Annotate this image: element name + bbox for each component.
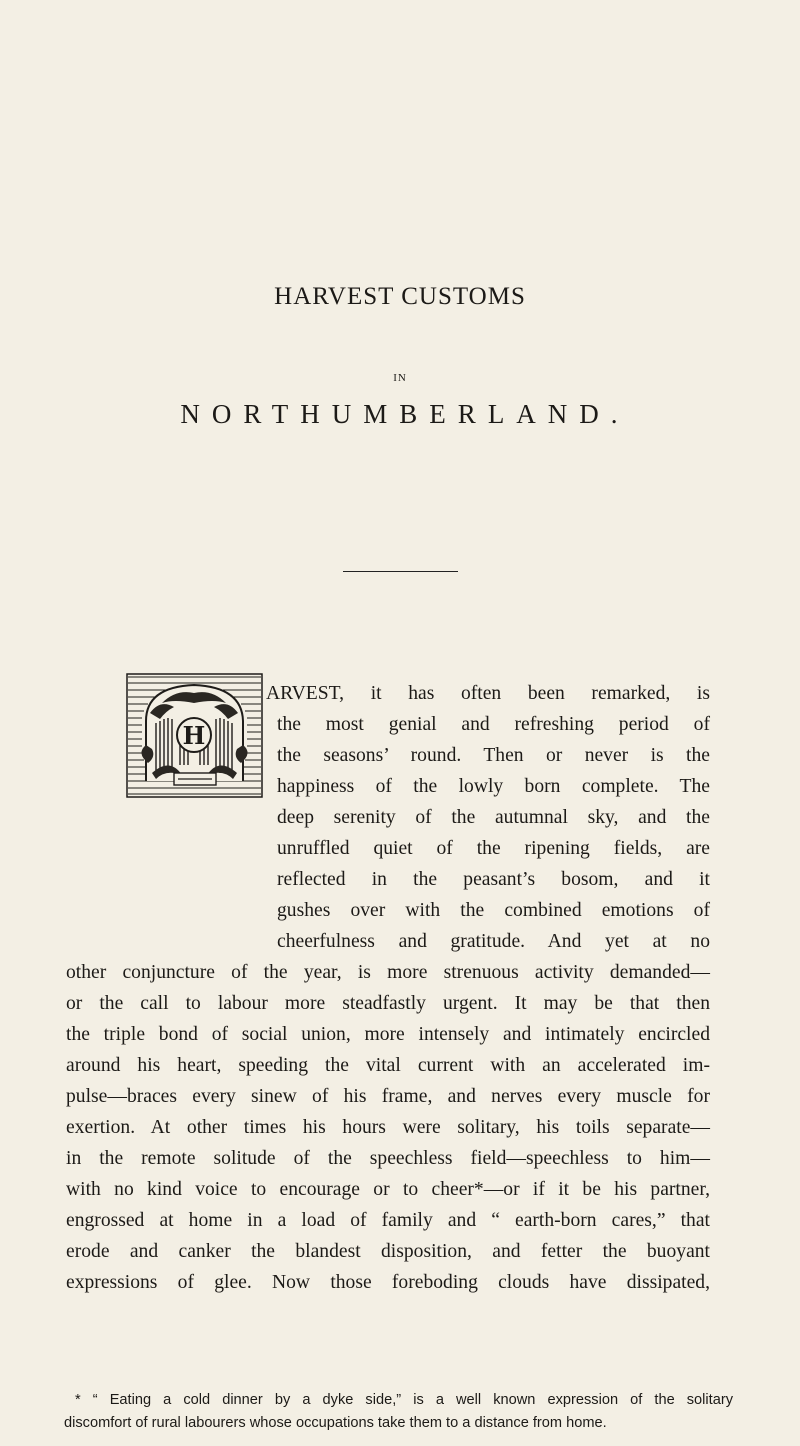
decorative-initial-h-icon	[126, 673, 263, 798]
body-line: around his heart, speeding the vital current with an accelerated im-	[66, 1055, 710, 1076]
initial-letter: H	[182, 721, 206, 750]
body-line: or the call to labour more steadfastly urgent. It may be that then	[66, 993, 710, 1014]
title-divider	[343, 571, 458, 572]
page-title: HARVEST CUSTOMS	[274, 283, 526, 310]
body-line: the triple bond of social union, more intensely and intimately encircled	[66, 1024, 710, 1045]
body-line: the most genial and refreshing period of	[277, 714, 710, 735]
body-line: engrossed at home in a load of family and “ earth-born cares,” that	[66, 1210, 710, 1231]
body-line: with no kind voice to encourage or to cheer*—or if it be his partner,	[66, 1179, 710, 1200]
body-line: gushes over with the combined emotions of	[277, 900, 710, 921]
body-line: expressions of glee. Now those foreboding clouds have dissipated,	[66, 1272, 710, 1293]
body-line: other conjuncture of the year, is more strenuous activity demanded—	[66, 962, 710, 983]
title-connector: IN	[393, 372, 407, 384]
body-line: reflected in the peasant’s bosom, and it	[277, 869, 710, 890]
body-line: cheerfulness and gratitude. And yet at no	[277, 931, 710, 952]
body-line: deep serenity of the autumnal sky, and the	[277, 807, 710, 828]
body-line: unruffled quiet of the ripening fields, are	[277, 838, 710, 859]
body-line: in the remote solitude of the speechless field—speechless to him—	[66, 1148, 710, 1169]
body-line: ARVEST, it has often been remarked, is	[266, 683, 710, 704]
body-line: pulse—braces every sinew of his frame, and nerves every muscle for	[66, 1086, 710, 1107]
body-line: happiness of the lowly born complete. The	[277, 776, 710, 797]
body-line: exertion. At other times his hours were solitary, his toils separate—	[66, 1117, 710, 1138]
page-subtitle: NORTHUMBERLAND.	[180, 399, 630, 429]
footnote-line: * “ Eating a cold dinner by a dyke side,” is a well known expression of the solitary	[75, 1392, 733, 1408]
body-line: the seasons’ round. Then or never is the	[277, 745, 710, 766]
body-line: erode and canker the blandest disposition, and fetter the buoyant	[66, 1241, 710, 1262]
footnote-line: discomfort of rural labourers whose occupations take them to a distance from home.	[64, 1415, 607, 1431]
